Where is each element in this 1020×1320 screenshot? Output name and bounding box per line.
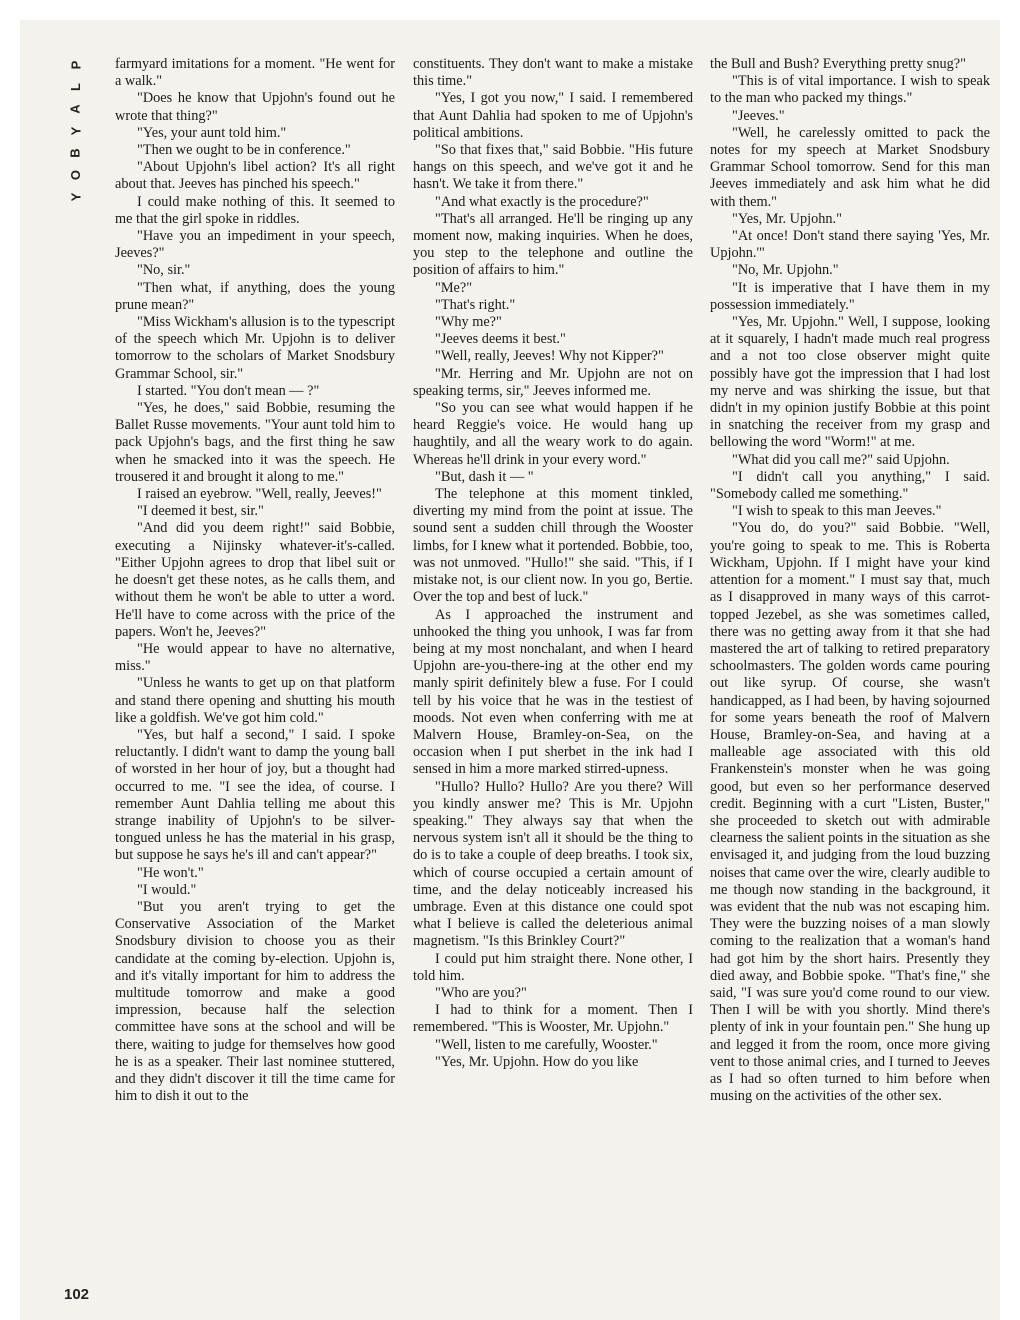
- paragraph: "That's all arranged. He'll be ringing up any moment now, making inquiries. When he does, you step to the telephone and outline the position of affairs to him.": [413, 210, 693, 279]
- paragraph: "But you aren't trying to get the Conservative Association of the Market Snodsbury division to choose you as their candidate at the coming by-election. Upjohn is, and it's vitally important for him to address the multitude tomorrow and make a good impression, because half the selection committee have sons at the school and will be there, waiting to judge for themselves how good he is as a speaker. Their last nominee stuttered, and they didn't discover it till the time came for him to dish it out to the: [115, 898, 395, 1105]
- magazine-page: [20, 20, 1000, 1320]
- text-column-3: [710, 56, 990, 1306]
- paragraph: "So you can see what would happen if he heard Reggie's voice. He would hang up haughtily, and all the weary work to do again. Whereas he'll drink in your every word.": [413, 400, 693, 468]
- paragraph: "Me?": [435, 279, 473, 296]
- paragraph: "Why me?": [435, 314, 502, 331]
- paragraph: "Yes, he does," said Bobbie, resuming the Ballet Russe movements. "Your aunt told him to pack Upjohn's bags, and the first thing he saw when he smacked into it was the speech. He trousered it and brought it along to me.": [115, 400, 395, 485]
- paragraph: "Then we ought to be in conference.": [137, 142, 351, 159]
- paragraph: "Hullo? Hullo? Hullo? Are you there? Will you kindly answer me? This is Mr. Upjohn speaking." They always say that when the nervous system isn't all it should be the thing to do is to take a couple of deep breaths. I took six, which of course occupied a certain amount of time, and the delay noticeably increased his umbrage. Even at this distance one could spot what I believe is called the deleterious animal magnetism. "Is this Brinkley Court?": [413, 778, 693, 950]
- masthead-letter: Y: [67, 192, 83, 202]
- text-column-2: [413, 56, 693, 1306]
- text-column-1: [115, 56, 395, 1306]
- paragraph: "Well, really, Jeeves! Why not Kipper?": [435, 348, 664, 365]
- paragraph: "And what exactly is the procedure?": [435, 193, 649, 210]
- paragraph: "At once! Don't stand there saying 'Yes, Mr. Upjohn.'": [710, 228, 990, 262]
- paragraph: "I wish to speak to this man Jeeves.": [732, 503, 942, 520]
- paragraph: The telephone at this moment tinkled, diverting my mind from the point at issue. The sound sent a sudden chill through the Wooster limbs, for I knew what it portended. Bobbie, too, was not unmoved. "Hullo!" she said. "This, if I mistake not, is our client now. In you go, Bertie. Over the top and best of luck.": [413, 486, 693, 606]
- masthead-letter: O: [68, 169, 83, 181]
- masthead-letter: A: [67, 104, 83, 114]
- paragraph: "But, dash it — ": [435, 468, 534, 485]
- paragraph: "I would.": [137, 881, 197, 898]
- paragraph: "I deemed it best, sir.": [137, 503, 264, 520]
- paragraph: I raised an eyebrow. "Well, really, Jeeves!": [137, 486, 382, 503]
- masthead-letter: P: [67, 60, 83, 70]
- paragraph: "That's right.": [435, 296, 516, 313]
- paragraph: "Well, listen to me carefully, Wooster.": [435, 1036, 658, 1053]
- paragraph: "Jeeves.": [732, 107, 785, 124]
- paragraph: "I didn't call you anything," I said. "Somebody called me something.": [710, 468, 990, 503]
- paragraph: constituents. They don't want to make a mistake this time.": [413, 56, 693, 90]
- paragraph: "And did you deem right!" said Bobbie, executing a Nijinsky whatever-it's-called. "Either Upjohn agrees to drop that libel suit or he doesn't get these notes, as he calls them, and without them he won't be able to utter a word. He'll have to come across with the price of the papers. Won't he, Jeeves?": [115, 520, 395, 640]
- paragraph: "Unless he wants to get up on that platform and stand there opening and shutting his mouth like a goldfish. We've got him cold.": [115, 675, 395, 726]
- paragraph: "No, sir.": [137, 262, 191, 279]
- paragraph: "Miss Wickham's allusion is to the typescript of the speech which Mr. Upjohn is to deliver tomorrow to the scholars of Market Snodsbury Grammar School, sir.": [115, 314, 395, 382]
- paragraph: "So that fixes that," said Bobbie. "His future hangs on this speech, and we've got it and he hasn't. We take it from there.": [413, 142, 693, 193]
- paragraph: "He won't.": [137, 864, 204, 881]
- masthead-vertical: [68, 54, 84, 208]
- paragraph: "Yes, Mr. Upjohn. How do you like: [435, 1053, 639, 1070]
- masthead-letter: Y: [67, 126, 83, 136]
- paragraph: "You do, do you?" said Bobbie. "Well, you're going to speak to me. This is Roberta Wickham, Upjohn. If I might have your kind attention for a moment." I must say that, much as I disapproved in many ways of this carrot-topped Jezebel, as she was sometimes called, there was no getting away from it that she had mastered the art of talking to retired preparatory schoolmasters. The golden words came pouring out like syrup. Of course, she wasn't handicapped, as I had been, by having sojourned for some years beneath the roof of Malvern House, Bramley-on-Sea, and having at a malleable age associated with this old Frankenstein's monster when he was going good, but even so her performance deserved credit. Beginning with a curt "Listen, Buster," she proceeded to sketch out with admirable clearness the salient points in the situation as she envisaged it, and judging from the loud buzzing noises that came over the wire, clearly audible to me though now standing in the background, it was evident that the nub was not escaping him. They were the buzzing noises of a man slowly coming to the realization that a woman's hand had got him by the short hairs. Presently they died away, and Bobbie spoke. "That's fine," she said, "I was sure you'd come round to our view. Then I will be with you shortly. Mind there's plenty of ink in your fountain pen." She hung up and legged it from the room, once more giving vent to those animal cries, and I turned to Jeeves as I had so often turned to him before when musing on the activities of the other sex.: [710, 520, 990, 1105]
- paragraph: I started. "You don't mean — ?": [137, 382, 320, 399]
- paragraph: I could make nothing of this. It seemed to me that the girl spoke in riddles.: [115, 193, 395, 227]
- paragraph: "He would appear to have no alternative, miss.": [115, 640, 395, 675]
- paragraph: "What did you call me?" said Upjohn.: [732, 451, 950, 468]
- paragraph: "No, Mr. Upjohn.": [732, 262, 839, 279]
- paragraph: "Yes, Mr. Upjohn.": [732, 210, 842, 227]
- paragraph: "Does he know that Upjohn's found out he wrote that thing?": [115, 90, 395, 124]
- paragraph: "Jeeves deems it best.": [435, 331, 566, 348]
- paragraph: "Yes, Mr. Upjohn." Well, I suppose, looking at it squarely, I hadn't made much real progress and a not too close observer might quite possibly have got the impression that I had lost my nerve and was shirking the issue, but that didn't in my opinion justify Bobbie at this point in snatching the receiver from my grasp and bellowing the word "Worm!" at me.: [710, 314, 990, 451]
- paragraph: farmyard imitations for a moment. "He went for a walk.": [115, 56, 395, 90]
- paragraph: I had to think for a moment. Then I remembered. "This is Wooster, Mr. Upjohn.": [413, 1002, 693, 1036]
- masthead-letter: B: [67, 148, 83, 158]
- paragraph: "It is imperative that I have them in my possession immediately.": [710, 279, 990, 313]
- masthead-letter: L: [67, 83, 83, 91]
- page-number: 102: [64, 1286, 90, 1303]
- paragraph: "Have you an impediment in your speech, Jeeves?": [115, 228, 395, 262]
- paragraph: "Then what, if anything, does the young prune mean?": [115, 279, 395, 313]
- paragraph: "Yes, but half a second," I said. I spoke reluctantly. I didn't want to damp the young ball of worsted in her hour of joy, but a thought had occurred to me. "I see the idea, of course. I remember Aunt Dahlia telling me about this strange inability of Upjohn's to be silver-tongued unless he has the material in his grasp, but suppose he says he's ill and can't appear?": [115, 726, 395, 864]
- paragraph: "Yes, I got you now," I said. I remembered that Aunt Dahlia had spoken to me of Upjohn's political ambitions.: [413, 90, 693, 141]
- paragraph: "Well, he carelessly omitted to pack the notes for my speech at Market Snodsbury Grammar School tomorrow. Send for this man Jeeves immediately and ask him what he did with them.": [710, 124, 990, 210]
- paragraph: "This is of vital importance. I wish to speak to the man who packed my things.": [710, 73, 990, 107]
- paragraph: "About Upjohn's libel action? It's all right about that. Jeeves has pinched his speech.": [115, 159, 395, 193]
- paragraph: "Yes, your aunt told him.": [137, 124, 287, 141]
- paragraph: "Who are you?": [435, 984, 527, 1001]
- paragraph: As I approached the instrument and unhooked the thing you unhook, I was far from being at my most nonchalant, and when I heard Upjohn are-you-there-ing at the other end my manly spirit definitely blew a fuse. For I could tell by his voice that he was in the testiest of moods. Not even when conferring with me at Malvern House, Bramley-on-Sea, on the occasion when I put sherbet in the ink had I sensed in him a more marked stirred-upness.: [413, 606, 693, 778]
- paragraph: "Mr. Herring and Mr. Upjohn are not on speaking terms, sir," Jeeves informed me.: [413, 365, 693, 399]
- paragraph: I could put him straight there. None other, I told him.: [413, 950, 693, 984]
- paragraph: the Bull and Bush? Everything pretty snug?": [710, 56, 966, 72]
